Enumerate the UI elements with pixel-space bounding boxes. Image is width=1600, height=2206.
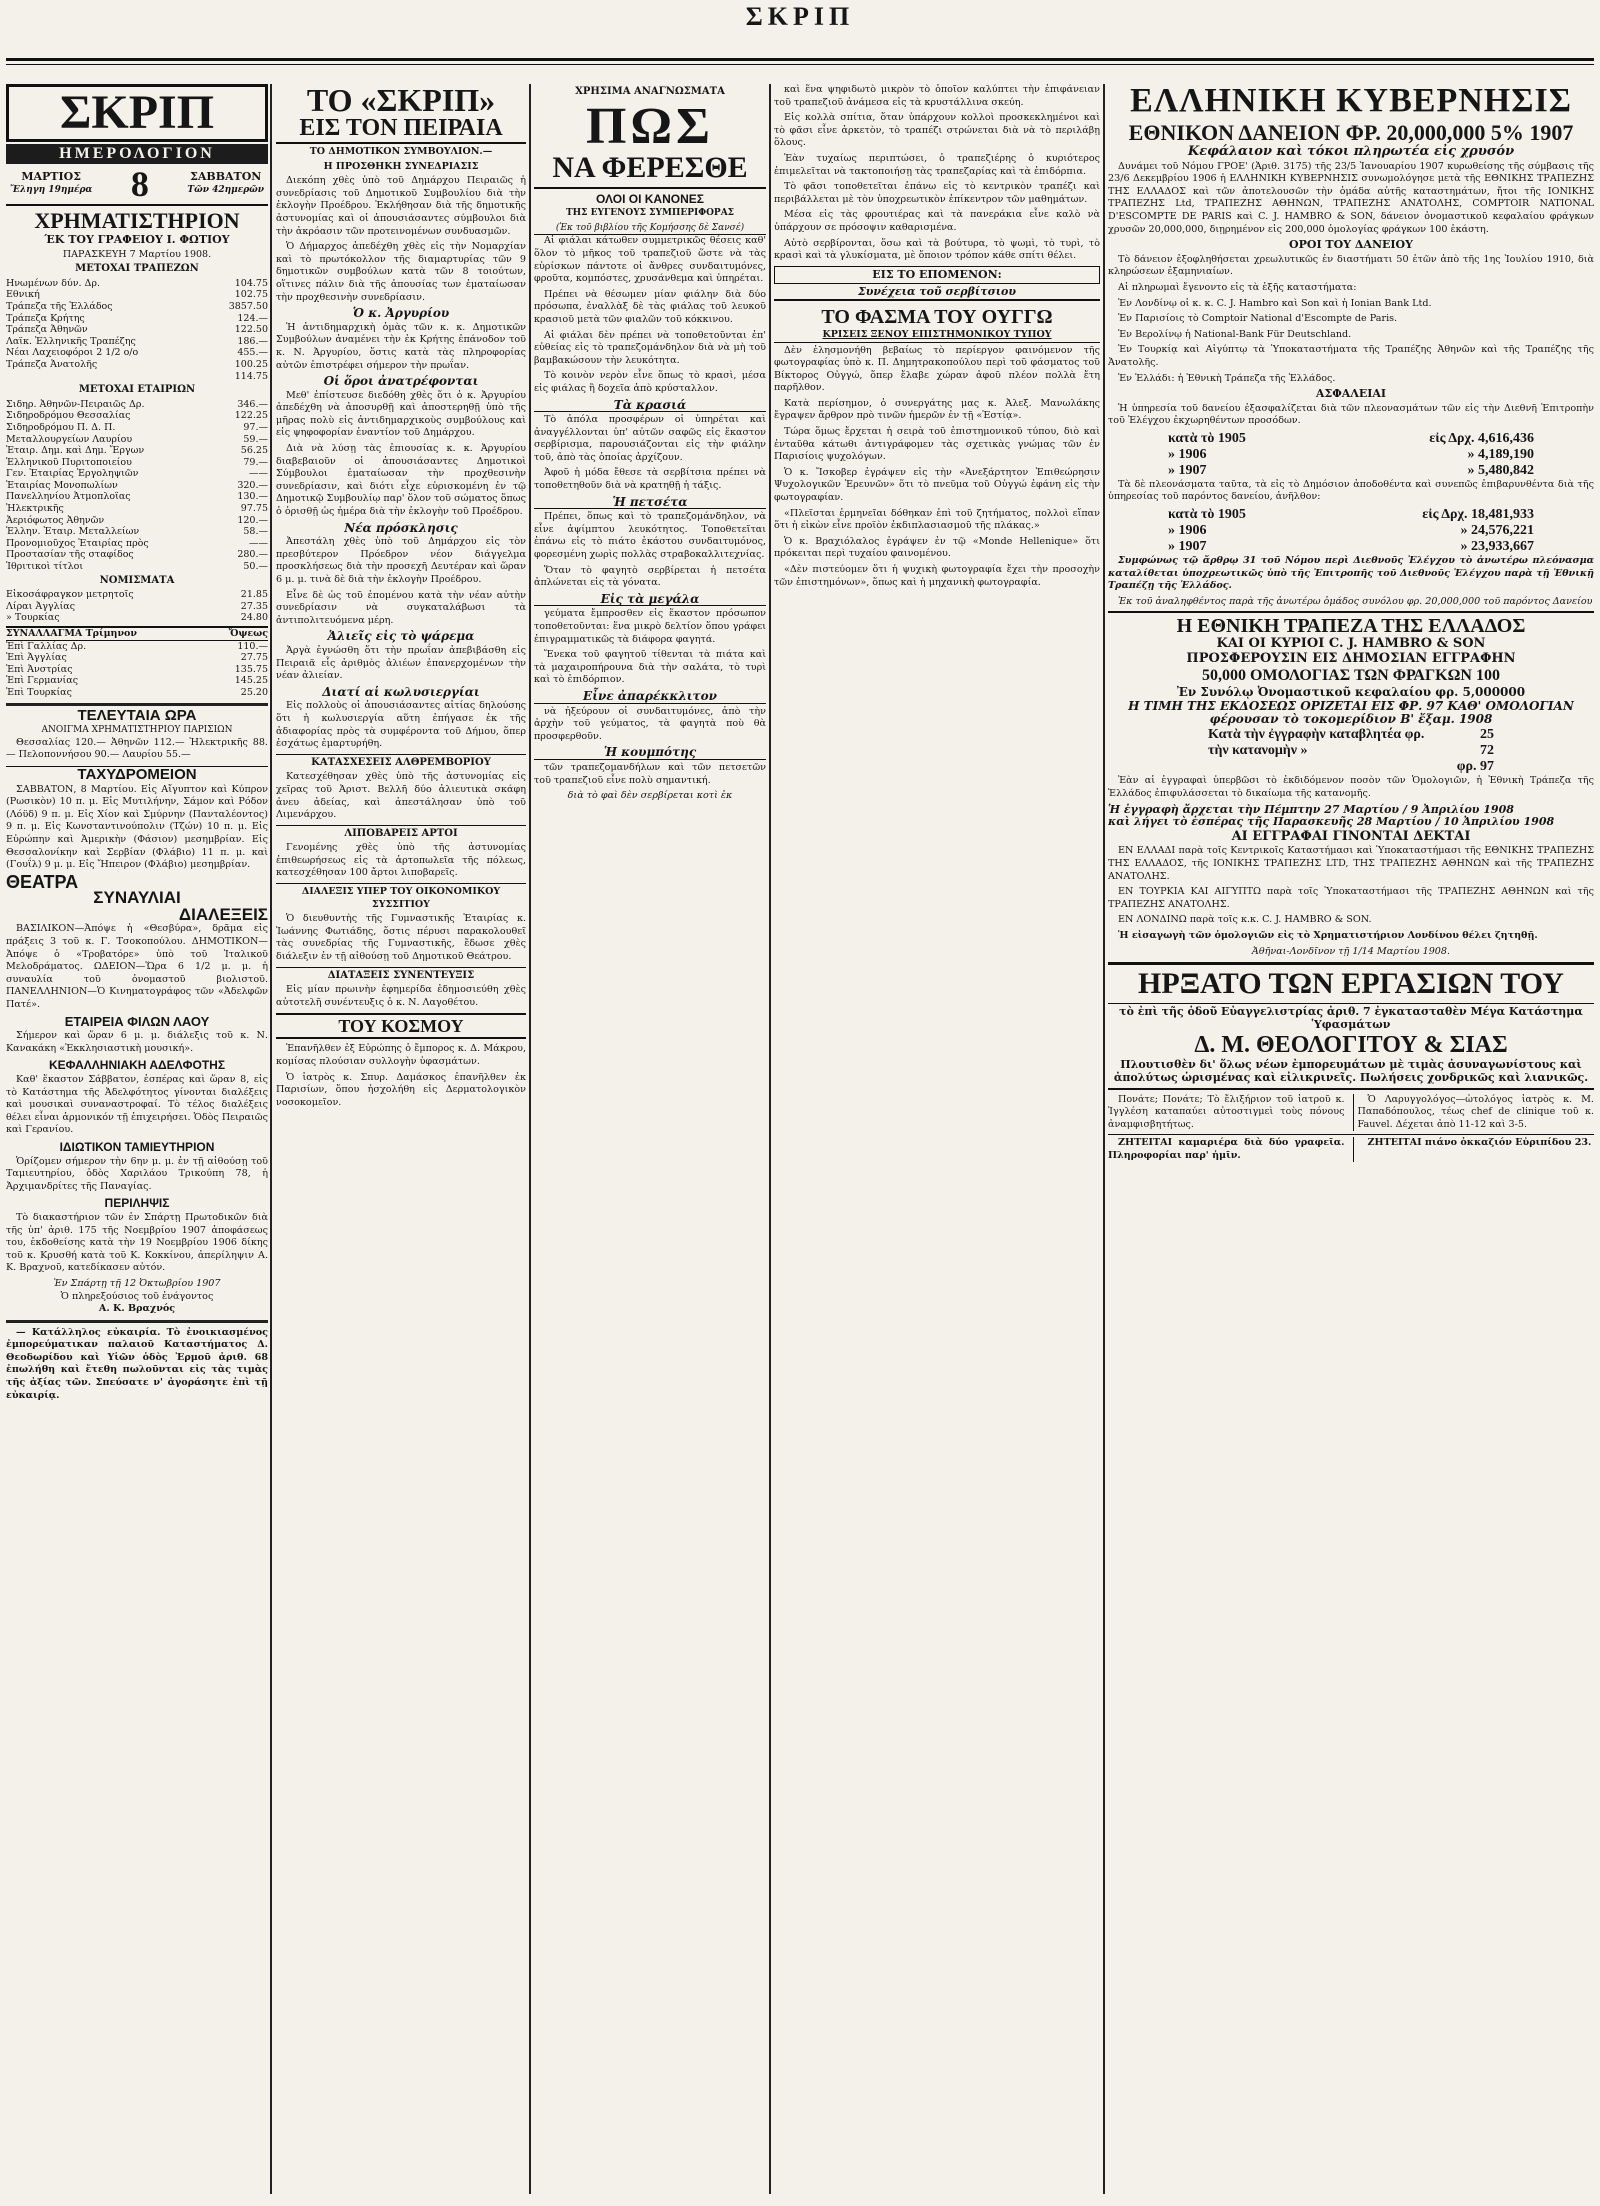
section-heading: Εἶνε ἀπαρέκκλιτον: [534, 690, 766, 704]
currency-row-value: 24.80: [240, 612, 268, 624]
payment-row: [1208, 759, 1494, 775]
section-heading: Οἱ ὅροι ἀνατρέφονται: [323, 374, 479, 389]
paragraph: Πρέπει νὰ θέσωμεν μίαν φιάλην διὰ δύο πρόσωπα, ἐναλλὰξ δὲ τὰς φιάλας τοῦ λευκοῦ κρασιοῦ μετὰ τῶν φιαλῶν τοῦ κόκκινου.: [534, 288, 766, 325]
section-heading: ΚΑΤΑΣΧΕΣΕΙΣ ΑΛΘΡΕΜΒΟΡΙΟΥ: [276, 754, 526, 770]
paragraph: Τὸ φᾶσι τοποθετεῖται ἐπάνω εἰς τὸ κεντρικὸν τραπέζι καὶ περιβάλλεται μὲ τὸν ὑποχρεωτικὸν ἐπίκεντρον τῶν μαθημάτων.: [774, 181, 1100, 205]
paragraph: Ὁ κ. Ἴσκοβερ ἐγράψεν εἰς τὴν «Ἀνεξάρτητον Ἐπιθεώρησιν Ψυχολογικῶν Ἐρευνῶν» ὅτι τὸ πνεῦμα τοῦ Οὐγγώ ἐφάνη εἰς τὴν φωτογραφίαν.: [774, 466, 1100, 504]
paragraph: «Δὲν πιστεύομεν ὅτι ἡ ψυχικὴ φωτογραφία ἔχει τὴν προσοχὴν τῶν ἐπιστημόνων», ὅπως καὶ ἡ μηχανικὴ φωτογραφία.: [774, 564, 1100, 588]
company-share-row: [6, 410, 268, 422]
section-heading: Ὁ κ. Ἀργυρίου: [352, 306, 450, 321]
post-office-text: ΣΑΒΒΑΤΟΝ, 8 Μαρτίου. Εἰς Αἴγυπτον καὶ Κύπρον (Ρωσικὸν) 10 π. μ. Εἰς Μυτιλήνην, Σάμον καὶ Ρόδον (Λόϋδ) 9 π. μ. Εἰς Χίον καὶ Σμύρνην (Πανταλέοντος) 9 π. μ. Εἰς Κωνσταντινούπολιν (Τζών) 10 π. μ. Εἰς Εὐρώπην καὶ Ἀμερικὴν (Φάσιον) μεσημβρίαν. Εἰς Θεσσαλονίκην καὶ Σερβίαν (Φλάβιο) 11 π. μ. καὶ (Γουΐλ) 9 μ. μ. Εἰς Ἤπειρον (Φλάβιο) μεσημβρίαν.: [6, 783, 268, 871]
article-title: ΤΟ ΦΑΣΜΑ ΤΟΥ ΟΥΓΓΩ: [821, 305, 1053, 328]
date-day: 8: [130, 164, 149, 204]
paragraph: Διεκόπη χθὲς ὑπὸ τοῦ Δημάρχου Πειραιῶς ἡ συνεδρίασις τοῦ Δημοτικοῦ Συμβουλίου διὰ τὴν ἐκλογὴν Προέδρου. Ἐκλήθησαν διὰ τῆς δημοτικῆς ἀστυνομίας καὶ οἱ ἀπουσιάσαντες σύμβουλοι διὰ τὴν ἀκρόασιν τῶν προτεινομένων συνδυασμῶν.: [276, 175, 526, 237]
paragraph: Τώρα ὅμως ἔρχεται ἡ σειρὰ τοῦ ἐπιστημονικοῦ τύπου, διὸ καὶ ἐνταῦθα κάτωθι ἀντιγράφομεν τὰς σχετικὰς γνώμας τῶν ἐν Παρισίοις ψυχολόγων.: [774, 426, 1100, 463]
article-subtitle: ΚΡΙΣΕΙΣ ΞΕΝΟΥ ΕΠΙΣΤΗΜΟΝΙΚΟΥ ΤΥΠΟΥ: [774, 329, 1100, 343]
company-share-row-label: Ἰθριτικοὶ τίτλοι: [6, 561, 84, 573]
paragraph: Ὅταν τὸ φαγητὸ σερβίρεται ἡ πετσέτα ἀπλώνεται εἰς τὰ γόνατα.: [534, 564, 766, 589]
paragraph: Ἡ ὑπηρεσία τοῦ δανείου ἐξασφαλίζεται διὰ τῶν πλεονασμάτων τῶν εἰς τὴν Διεθνῆ Ἐπιτροπὴν τοῦ Ἐλέγχου ἐκχωρηθέντων προσόδων.: [1108, 402, 1594, 427]
surplus-row-label: κατὰ τὸ 1905: [1168, 507, 1246, 523]
summons-title: ΠΕΡΙΛΗΨΙΣ: [104, 1196, 170, 1211]
exchange-rate-row: [6, 664, 268, 676]
paragraph: Ὁ ἰατρὸς κ. Σπυρ. Δαμάσκος ἐπανῆλθεν ἐκ Παρισίων, ὅπου ἠσχολήθη εἰς Δερματολογικὸν νοσοκομεῖον.: [276, 1071, 526, 1108]
company-share-row-value: 122.25: [234, 410, 268, 422]
payment-row-label: τὴν κατανομὴν »: [1208, 743, 1308, 759]
payment-row-value: 72: [1480, 743, 1494, 759]
bank-share-row: [6, 313, 268, 325]
calendar-title: ΗΜΕΡΟΛΟΓΙΟΝ: [6, 144, 268, 164]
surplus-row: [1168, 539, 1534, 555]
bank-shares-heading: ΜΕΤΟΧΑΙ ΤΡΑΠΕΖΩΝ: [75, 263, 199, 275]
surplus-row: [1168, 523, 1534, 539]
savings-title: ΙΔΙΩΤΙΚΟΝ ΤΑΜΙΕΥΤΗΡΙΟΝ: [59, 1139, 215, 1154]
paragraph: Εἰς πολλοὺς οἱ ἀπουσιάσαντες αἰτίας δηλούσης ὅτι ἡ κωλυσιεργία αὕτη ἐπήγασε ἐκ τῆς ἀδιαφορίας πρὸς τὰ συμφέροντα τοῦ Δήμου, ὅπερ ἐσχάτως ἐμαρτυρήθη.: [276, 700, 526, 750]
currency-heading: ΝΟΜΙΣΜΑΤΑ: [99, 574, 175, 586]
works-text: Πλουτισθὲν δι' ὅλως νέων ἐμπορευμάτων μὲ τιμὰς ἀσυναγωνίστους καὶ ἀπολύτως ὡρισμένας καὶ εἰλικρινεῖς. Πωλήσεις χονδρικῶς καὶ λιανικῶς.: [1108, 1059, 1594, 1089]
works-name: Δ. Μ. ΘΕΟΛΟΓΙΤΟΥ & ΣΙΑΣ: [1194, 1032, 1508, 1059]
bank-share-row: [6, 347, 268, 359]
exchange-office: ΈΚ ΤΟΥ ΓΡΑΦΕΙΟΥ Ι. ΦΩΤΙΟΥ: [44, 233, 230, 246]
exchange-rate-row: [6, 675, 268, 687]
bank-share-row-label: Λαϊκ. Ἑλληνικῆς Τραπέζης: [6, 335, 136, 347]
concerts-title: ΣΥΝΑΥΛΙΑΙ: [93, 888, 181, 908]
bank-offer-line: 50,000 ΟΜΟΛΟΓΙΑΣ ΤΩΝ ΦΡΑΓΚΩΝ 100: [1202, 666, 1500, 684]
payer-item: Ἐν Βερολίνῳ ἡ National-Bank Für Deutschland.: [1118, 328, 1352, 340]
masthead-title: ΣΚΡΙΠ: [745, 2, 855, 31]
payer-item: Ἐν Παρισίοις τὸ Comptoir National d'Escompte de Paris.: [1118, 313, 1398, 325]
loan-title: ΕΘΝΙΚΟΝ ΔΑΝΕΙΟΝ ΦΡ. 20,000,000 5% 1907: [1128, 120, 1574, 145]
surplus-row-label: » 1907: [1168, 539, 1207, 555]
currency-row-label: Λίραι Ἀγγλίας: [6, 600, 76, 612]
section-heading: Ἡ πετσέτα: [534, 496, 766, 510]
company-shares-list: [6, 399, 268, 573]
paragraph: Κατεσχέθησαν χθὲς ὑπὸ τῆς ἀστυνομίας εἰς χεῖρας τοῦ Ἀριστ. Βελλῆ δύο ἀλιευτικὰ σκάφη ἀνευ ἀδείας, καὶ ἀπεστάλησαν ὑπὸ τοῦ Λιμενάρχου.: [276, 771, 526, 821]
accepted-item: ΕΝ ΛΟΝΔΙΝΩ παρὰ τοῖς κ.κ. C. J. HAMBRO & SON.: [1118, 914, 1372, 926]
company-share-row: [6, 526, 268, 538]
exchange-rates-heading: ΣΥΝΑΛΛΑΓΜΑ Τρίμηνον: [6, 628, 137, 639]
bank-share-row-label: Εθνική: [6, 289, 40, 301]
bank-share-row-label: Τράπεζα Ἀνατολῆς: [6, 358, 98, 370]
bank-share-row: [6, 336, 268, 348]
loan-terms-heading: ΟΡΟΙ ΤΟΥ ΔΑΝΕΙΟΥ: [1289, 238, 1413, 252]
bank-offer-line: ΚΑΙ ΟΙ ΚΥΡΙΟΙ C. J. HAMBRO & SON: [1216, 636, 1486, 652]
bank-share-row: [6, 301, 268, 313]
paragraph: Τὸ κοινὸν νερὸν εἶνε ὅπως τὸ κρασὶ, μέσα εἰς φιάλας ἢ δοχεῖα ἀπὸ κρύσταλλον.: [534, 370, 766, 394]
next-issue-label: ΕΙΣ ΤΟ ΕΠΟΜΕΝΟΝ:: [774, 266, 1100, 285]
bank-share-row-label: Τράπεζα Κρήτης: [6, 312, 85, 324]
company-share-row-label: Ἑλληνικοῦ Πυριτοποιείου: [6, 456, 132, 468]
surplus-row-value: » 24,576,221: [1460, 523, 1534, 539]
summons-signature: Α. Κ. Βραχνός: [98, 1303, 176, 1315]
company-share-row-value: 79.—: [243, 456, 268, 468]
column-1: [6, 84, 268, 1405]
company-share-row-value: 97.—: [243, 421, 268, 433]
works-title: ΗΡΞΑΤΟ ΤΩΝ ΕΡΓΑΣΙΩΝ ΤΟΥ: [1108, 962, 1594, 1004]
small-ads-bottom: [1108, 1134, 1594, 1165]
accepted-item: ΕΝ ΕΛΛΑΔΙ παρὰ τοῖς Κεντρικοῖς Καταστήμασι καὶ Ὑποκαταστήμασι τῆς ΕΘΝΙΚΗΣ ΤΡΑΠΕΖΗΣ ΤΗΣ ΕΛΛΑΔΟΣ, τῆς ΙΟΝΙΚΗΣ ΤΡΑΠΕΖΗΣ LTD, ΤΗΣ ΤΡΑΠΕΖΗΣ ΑΘΗΝΩΝ καὶ τῆς ΤΡΑΠΕΖΗΣ ΑΝΑΤΟΛΗΣ.: [1108, 845, 1594, 882]
brotherhood-text: Καθ' ἕκαστον Σάββατον, ἑσπέρας καὶ ὥραν 8, εἰς τὸ Κατάστημα τῆς Ἀδελφότητος γίνονται διαλέξεις καὶ μουσικαὶ συναναστροφαί. Τὸ τέλος διαλέξεις θέλει εἶναι ἁρμονικόν τῇ ἐπιχειρήσει. Ὁδὸς Πειραιῶς καὶ Γερανίου.: [6, 1074, 268, 1136]
column-3: [534, 84, 766, 803]
lectures-title: ΔΙΑΛΕΞΕΙΣ: [178, 904, 268, 924]
company-share-row-value: 346.—: [237, 398, 268, 410]
surplus-row: [1168, 431, 1534, 447]
paragraph: Ἡ ἀντιδημαρχικὴ ὁμὰς τῶν κ. κ. Δημοτικῶν Συμβούλων ἀναμένει τὴν ἐκ Κρήτης ἐπάνοδον τοῦ κ. Ν. Ἀργυρίου, ὅστις κατὰ τὰς πληροφορίας αὐτῶν ἐπιστρέφει σήμερον τὴν πρωΐαν.: [276, 321, 526, 371]
company-share-row-value: 59.—: [243, 433, 268, 445]
article-subtitle: ΤΟ ΔΗΜΟΤΙΚΟΝ ΣΥΜΒΟΥΛΙΟΝ.—: [309, 146, 493, 157]
company-share-row: [6, 491, 268, 503]
exchange-rate-row-value: 110.—: [237, 640, 268, 652]
bank-offer-line: ΠΡΟΣΦΕΡΟΥΣΙΝ ΕΙΣ ΔΗΜΟΣΙΑΝ ΕΓΓΡΑΦΗΝ: [1186, 651, 1516, 667]
company-share-row: [6, 503, 268, 515]
paragraph: Τὰ δὲ πλεονάσματα ταῦτα, τὰ εἰς τὸ Δημόσιον ἀποδοθέντα καὶ συνεπῶς ἐπιβαρυνθέντα διὰ τῆς ὑπηρεσίας τοῦ παρόντος δανείου, ἀνῆλθον:: [1108, 478, 1594, 503]
paragraph: γεύματα ἔμπροσθεν εἰς ἕκαστον πρόσωπον τοποθετοῦνται: ἕνα μικρὸ δελτίον ὅπου γράφει ἐπιγραμματικῶς τὰ διάφορα φαγητά.: [534, 608, 766, 645]
continued-line: διὰ τὸ φαὶ δὲν σερβίρεται κοτὶ ἐκ: [567, 790, 733, 802]
paragraph: Ὁ διευθυντὴς τῆς Γυμναστικῆς Ἑταιρίας κ. Ἰωάννης Φωτιάδης, ὅστις πέρυσι παρακολουθεῖ τὰς συνεδρίας τῆς Γυμναστικῆς, ἔδωσε χθὲς διάλεξιν ἐν τῇ αἰθούσῃ τοῦ Δημοτικοῦ Θεάτρου.: [276, 913, 526, 963]
paragraph: Ἔνεκα τοῦ φαγητοῦ τίθενται τὰ πιάτα καὶ τὰ μαχαιροπήρουνα διὰ τὴν σαλάτα, τὸ τυρὶ καὶ τὸ ἐπιδόρπιον.: [534, 649, 766, 686]
small-ad: ΖΗΤΕΙΤΑΙ καμαριέρα διὰ δύο γραφεῖα. Πληροφορίαι παρ' ἡμῖν.: [1108, 1137, 1345, 1161]
exchange-date: ΠΑΡΑΣΚΕΥΗ 7 Μαρτίου 1908.: [62, 248, 212, 260]
exchange-title: ΧΡΗΜΑΤΙΣΤΗΡΙΟΝ: [34, 208, 240, 233]
payer-item: Ἐν Τουρκίᾳ καὶ Αἰγύπτῳ τὰ Ὑποκαταστήματα τῆς Τραπέζης Ἀθηνῶν καὶ τῆς Τραπέζης τῆς Ἀνατολῆς.: [1108, 344, 1594, 368]
payment-row: [1208, 727, 1494, 743]
bank-share-row-label: Νέαι Λαχειοφόροι 2 1/2 ο/ο: [6, 347, 139, 359]
company-share-row-label: Σιδηρ. Ἀθηνῶν-Πειραιῶς Δρ.: [6, 398, 145, 410]
paragraph: Ὁ κ. Βραχιόλαλος ἐγράψεν ἐν τῷ «Monde Hellenique» ὅτι πρόκειται περὶ τυχαίου φαινομένου.: [774, 535, 1100, 560]
payers-list: [1108, 298, 1594, 386]
currency-row: [6, 601, 268, 613]
currency-row-label: » Τουρκίας: [6, 612, 60, 624]
brotherhood-title: ΚΕΦΑΛΛΗΝΙΑΚΗ ΑΔΕΛΦΟΤΗΣ: [48, 1058, 226, 1073]
paragraph: καὶ ἕνα ψηφιδωτὸ μικρὸν τὸ ὁποῖον καλύπτει τὴν ἐπιφάνειαν τοῦ τραπεζιοῦ ἀνάμεσα εἰς τὰ κρυστάλλινα σκεύη.: [774, 84, 1100, 108]
company-share-row-value: 56.25: [240, 445, 268, 457]
company-share-row-label: Ἐταιρ. Δημ. καὶ Δημ. Ἔργων: [6, 445, 145, 457]
column-separator: [529, 84, 531, 2194]
paragraph: Κατὰ περίσημον, ὁ συνεργάτης μας κ. Ἀλεξ. Μανωλάκης ἔγραψεν ἄρθρον πρὸ τινῶν ἡμερῶν ἐν τῇ «Ἐστίᾳ».: [774, 397, 1100, 422]
surplus-row-label: » 1906: [1168, 446, 1207, 462]
company-share-row: [6, 515, 268, 527]
company-share-row-value: 130.—: [237, 491, 268, 503]
paragraph: Μεθ' ἐπίστευσε διεδόθη χθὲς ὅτι ὁ κ. Ἀργυρίου ἀπεδέχθη νὰ ἀποσυρθῇ καὶ ἀποστερηθῇ ὑπὸ τῆς μῆρας πολὺ εἰς ἀντιδημαρχικοὺς συμβούλους καὶ εἰς ψηφοφορίαν ἐναντίον τοῦ Δημάρχου.: [276, 389, 526, 439]
surplus-figures: [1108, 431, 1594, 479]
paragraph: Ἐκ τοῦ ἀναληφθέντος παρὰ τῆς ἀνωτέρω ὁμάδος συνόλου φρ. 20,000,000 τοῦ παρόντος Δανείου: [1118, 595, 1593, 607]
company-share-row-label: Ἀεριόφωτος Ἀθηνῶν: [6, 514, 105, 526]
paper-logo: ΣΚΡΙΠ: [6, 84, 268, 142]
surplus-row-value: εἰς Δρχ. 4,616,436: [1429, 430, 1534, 446]
exchange-rate-row-label: Ἐπὶ Γερμανίας: [6, 675, 79, 687]
surplus-row-value: » 5,480,842: [1467, 462, 1534, 478]
paragraph: τῶν τραπεζομανδήλων καὶ τῶν πετσετῶν τοῦ τραπεζιοῦ εἶνε πολὺ σημαντική.: [534, 761, 766, 786]
paragraph: Αἱ φιάλαι κάτωθεν συμμετρικῶς θέσεις καθ' ὅλον τὸ μῆκος τοῦ τραπεζιοῦ ὥστε νὰ τὰς εὑρίσκων πάντοτε οἱ ἄνθρες συνδαιτυμόνες, φροῦτα, κομπόστες, χρυσάνθεμα καὶ ὑπηρέται.: [534, 235, 766, 285]
payer-item: Ἐν Ἑλλάδι: ἡ Ἐθνικὴ Τράπεζα τῆς Ἑλλάδος.: [1118, 372, 1336, 384]
bank-share-row-value: 3857.50: [228, 300, 268, 312]
column-separator: [270, 84, 272, 2194]
post-office-title: ΤΑΧΥΔΡΟΜΕΙΟΝ: [6, 766, 268, 782]
article-source: (Ἐκ τοῦ βιβλίου τῆς Κομήσσης δὲ Σανσέ): [534, 222, 766, 236]
bank-share-row-value: 102.75: [234, 289, 268, 301]
surplus-row-value: » 4,189,190: [1467, 446, 1534, 462]
bank-offer-title: Η ΕΘΝΙΚΗ ΤΡΑΠΕΖΑ ΤΗΣ ΕΛΛΑΔΟΣ: [1108, 611, 1594, 636]
paragraph: Εἰς κολλὰ σπίτια, ὅταν ὑπάρχουν κολλοὶ προσκεκλημένοι καὶ τὸ φᾶσι εἶνε ἀρκετὸν, τὸ τραπέζι στρώνεται διὰ νὰ τὸ περιλάβῃ ὅλους.: [774, 112, 1100, 149]
bank-share-row-value: 104.75: [234, 277, 268, 289]
company-share-row-value: ——: [249, 537, 268, 549]
bank-share-row-value: 122.50: [234, 324, 268, 336]
section-heading: Διατί αἱ κωλυσιεργίαι: [322, 684, 480, 699]
paragraph: Δυνάμει τοῦ Νόμου ΓΡΟΕ' (Ἀριθ. 3175) τῆς 23/5 Ἰανουαρίου 1907 κυρωθείσης τῆς σύμβασις τῆς 23/6 Δεκεμβρίου 1906 ἡ ΕΛΛΗΝΙΚΗ ΚΥΒΕΡΝΗΣΙΣ συνωμολόγησε μετὰ τῆς ΕΘΝΙΚΗΣ ΤΡΑΠΕΖΗΣ ΤΗΣ ΕΛΛΑΔΟΣ καὶ τῶν ἀποτελουσῶν τὴν ὁμάδα αὐτῆς καταστημάτων, ἤτοι τῆς ΙΟΝΙΚΗΣ ΤΡΑΠΕΖΗΣ Ltd, ΤΡΑΠΕΖΗΣ ΑΘΗΝΩΝ, ΤΡΑΠΕΖΗΣ ΑΝΑΤΟΛΗΣ, COMPTOIR NATIONAL D'ESCOMPTE DE PARIS καὶ C. J. HAMBRO & SON, δάνειον ὀνομαστικοῦ κεφαλαίου φράγκων χρυσῶν 20,000,000, διῃρημένον εἰς 200,000 ὁμολογίας φράγκων 100 ἑκάστη.: [1108, 160, 1594, 235]
paragraph: Αὐτὸ σερβίρονται, ὅσω καὶ τὰ βούτυρα, τὸ ψωμὶ, τὸ τυρὶ, τὸ κρασὶ καὶ τὰ γλυκίσματα, μὲ ὅποιον τρόπον κάθε σπίτι θέλει.: [774, 237, 1100, 262]
surplus-row-value: εἰς Δρχ. 18,481,933: [1422, 507, 1534, 523]
bank-share-row: [6, 278, 268, 290]
company-share-row: [6, 480, 268, 492]
company-share-row-label: Σιδηροδρόμου Π. Δ. Π.: [6, 421, 116, 433]
bank-share-row-value: 455.—: [237, 347, 268, 359]
exchange-rate-row-label: Ἐπὶ Ἀγγλίας: [6, 652, 67, 664]
exchange-rate-row-value: 135.75: [234, 663, 268, 675]
company-share-row-value: 280.—: [237, 549, 268, 561]
company-share-row: [6, 538, 268, 550]
currency-row-value: 27.35: [240, 600, 268, 612]
surplus-row-label: κατὰ τὸ 1905: [1168, 430, 1246, 446]
savings-text: Ὁρίζομεν σήμερον τὴν 6ην μ. μ. ἐν τῇ αἰθούσῃ τοῦ Ταμιευτηρίου, ὁδὸς Χαριλάου Τρικούπη 78, ἡ Ἀρχιμανδρίτες τῆς Παναγίας.: [6, 1155, 268, 1192]
exchange-rate-row-value: 145.25: [234, 675, 268, 687]
date-sub-right: Τῶν 42ημερῶν: [187, 185, 264, 195]
paragraph: Εἰς μίαν πρωινὴν ἐφημερίδα ἐδημοσιεύθη χθὲς αὐτοτελῆ συνέντευξις ὁ κ. Ν. Λαγοθέτου.: [276, 984, 526, 1008]
paragraph: Ὁ Δήμαρχος ἀπεδέχθη χθὲς εἰς τὴν Νομαρχίαν καὶ τὸ πρωτόκολλον τῆς διαμαρτυρίας τῶν 9 δημοτικῶν συμβούλων κατὰ τῶν 8 τοιούτων, οἵτινες πάλιν διὰ τῆς ἀπουσίας των ἐματαίωσαν τὴν προχθεσινὴν συνεδρίασιν.: [276, 241, 526, 303]
small-ads: [1108, 1094, 1594, 1135]
exchange-rate-row: [6, 687, 268, 699]
bank-share-row: [6, 324, 268, 336]
section-heading: ΛΙΠΟΒΑΡΕΙΣ ΑΡΤΟΙ: [276, 825, 526, 841]
company-share-row: [6, 468, 268, 480]
company-share-row-value: 320.—: [237, 479, 268, 491]
accepted-heading: ΑΙ ΕΓΓΡΑΦΑΙ ΓΙΝΟΝΤΑΙ ΔΕΚΤΑΙ: [1231, 828, 1471, 844]
summons-place: Ἐν Σπάρτῃ τῇ 12 Ὀκτωβρίου 1907: [53, 1277, 221, 1289]
bank-share-row-label: Τράπεζα Ἀθηνῶν: [6, 324, 88, 336]
surplus-row-label: » 1906: [1168, 523, 1207, 539]
payment-row-value: 25: [1480, 727, 1494, 743]
date-weekday: ΣΑΒΒΑΤΟΝ: [190, 170, 262, 184]
date-month: ΜΑΡΤΙΟΣ: [21, 170, 82, 184]
paragraph: Ἀφοῦ ἡ μόδα ἔθεσε τὰ σερβίτσια πρέπει νὰ τοποθετηθοῦν διὰ νὰ κρατηθῇ ἡ τάξις.: [534, 467, 766, 492]
last-hour-title: ΤΕΛΕΥΤΑΙΑ ΩΡΑ: [77, 706, 197, 724]
last-hour-subtitle: ΑΝΟΙΓΜΑ ΧΡΗΜΑΤΙΣΤΗΡΙΟΥ ΠΑΡΙΣΙΩΝ: [41, 725, 233, 736]
summons-role: Ὁ πληρεξούσιος τοῦ ἐνάγοντος: [60, 1290, 214, 1302]
last-hour-text: Θεσσαλίας 120.— Ἀθηνῶν 112.— Ἠλεκτρικῆς 88.— Πελοποννήσου 90.— Λαυρίου 55.—: [6, 736, 268, 761]
works-subtitle: τὸ ἐπὶ τῆς ὁδοῦ Εὐαγγελιστρίας ἀριθ. 7 ἐγκατασταθὲν Μέγα Κατάστημα Ὑφασμάτων: [1119, 1005, 1583, 1031]
company-share-row: [6, 457, 268, 469]
company-share-row-label: Σιδηροδρόμου Θεσσαλίας: [6, 410, 131, 422]
article-subtitle-2: Η ΠΡΟΣΘΗΚΗ ΣΥΝΕΔΡΙΑΣΙΣ: [323, 160, 479, 172]
small-ad: Πονάτε; Πονάτε; Τὸ ἔλιξήριον τοῦ ἰατροῦ κ. Ἰγγλέση καταπαύει αὐτοστιγμεὶ τοὺς πόνους ἀναμφισβητήτως.: [1108, 1093, 1345, 1130]
section-heading: ΔΙΑΛΕΞΙΣ ΥΠΕΡ ΤΟΥ ΟΙΚΟΝΟΜΙΚΟΥ ΣΥΣΣΙΤΙΟΥ: [276, 883, 526, 911]
paragraph: νὰ ἠξεύρουν οἱ συνδαιτυμόνες, ἀπὸ τὴν ἀρχὴν τοῦ γεύματος, τὰ φαγητὰ ποὺ θὰ προσφερθοῦν.: [534, 705, 766, 742]
masthead-rule-thin: [6, 64, 1594, 65]
payment-schedule: [1108, 727, 1594, 775]
column-4: [774, 84, 1100, 592]
payer-item: Ἐν Λονδίνῳ οἱ κ. κ. C. J. Hambro καὶ Son καὶ ἡ Ionian Bank Ltd.: [1118, 297, 1432, 309]
summons-text: Τὸ διακαστήριον τῶν ἐν Σπάρτῃ Πρωτοδικῶν διὰ τῆς ὑπ' ἀριθ. 175 τῆς Νοεμβρίου 1907 ἀποφάσεως του, ἐκδοθείσης κατὰ τὴν 19 Νοεμβρίου 1906 δίκης τοῦ κ. Κρυσθή κατὰ τοῦ Κ. Κοκκίνου, ἀπερίληψιν Α. Κ. Βραχνοῦ, κατεδίκασεν αὐτόν.: [6, 1211, 268, 1274]
paragraph: Ἐπανῆλθεν ἐξ Εὐρώπης ὁ ἔμπορος κ. Δ. Μάκρου, κομίσας πλούσιαν συλλογὴν ὑφασμάτων.: [276, 1043, 526, 1067]
masthead-rule: [6, 58, 1594, 61]
paragraph: Δὲν ἐλησμονήθη βεβαίως τὸ περίεργον φαινόμενον τῆς φωτογραφίας ὑπὸ κ. Π. Δημητρακοπούλου περὶ τοῦ φάσματος τοῦ Βίκτορος Οὐγγώ, ὅπερ ἔλαβε χώραν ἀφοῦ πλέον πολλὰ ἔτη παρῆλθον.: [774, 344, 1100, 394]
company-share-row-label: Ἑλλην. Ἐταιρ. Μεταλλείων: [6, 526, 140, 538]
section-heading: Νέα πρόσκλησις: [344, 520, 458, 535]
article-subtitle-2: ΤΗΣ ΕΥΓΕΝΟΥΣ ΣΥΜΠΕΡΙΦΟΡΑΣ: [565, 208, 735, 219]
currency-row: [6, 612, 268, 624]
section-heading: Τὰ κρασιά: [534, 399, 766, 413]
exchange-rate-row-value: 27.75: [240, 652, 268, 664]
paragraph: «Πλεῖσται ἐρμηνεῖαι δόθηκαν ἐπὶ τοῦ ζητήματος, πολλοὶ εἴπαν ὅτι ἡ εἰκὼν εἶνε προϊὸν ἐκδιπλασιασμοῦ τῆς πλάκας.»: [774, 507, 1100, 532]
paragraph: Τὸ δάνειον ἐξοφληθήσεται χρεωλυτικῶς ἐν διαστήματι 50 ἐτῶν ἀπὸ τῆς 1ης Ἰουλίου 1910, διὰ κληρώσεων ἐξαμηνιαίων.: [1108, 253, 1594, 278]
article-kicker: ΧΡΗΣΙΜΑ ΑΝΑΓΝΩΣΜΑΤΑ: [575, 86, 725, 97]
bank-share-row-label: Ηνωμένων δύν. Δρ.: [6, 277, 100, 289]
paragraph: Μέσα εἰς τὰς φρουτιέρας καὶ τὰ πανεράκια εἶνε καλὸ νὰ ὑπάρχουν σε πρόσοψιν καθαρισμένα.: [774, 209, 1100, 233]
article-subtitle: ΟΛΟΙ ΟΙ ΚΑΝΟΝΕΣ: [596, 191, 704, 206]
currency-row: [6, 589, 268, 601]
company-share-row-label: Γεν. Ἐταιρίας Ἐργοληψιῶν: [6, 468, 139, 480]
surplus-row: [1168, 463, 1534, 479]
bank-share-row: [6, 371, 268, 383]
bank-shares-list: [6, 278, 268, 382]
bank-offer-line: Η ΤΙΜΗ ΤΗΣ ΕΚΔΟΣΕΩΣ ΟΡΙΖΕΤΑΙ ΕΙΣ ΦΡ. 97 ΚΑΘ' ΟΜΟΛΟΓΙΑΝ φέρουσαν τὸ τοκομερίδιον Β' ἔξαμ. 1908: [1128, 699, 1574, 726]
bank-share-row-value: 114.75: [234, 370, 268, 382]
paragraph: Ἡ εἰσαγωγὴ τῶν ὁμολογιῶν εἰς τὸ Χρηματιστήριον Λονδίνου θέλει ζητηθῇ.: [1118, 929, 1538, 941]
section-heading: ΔΙΑΤΑΞΕΙΣ ΣΥΝΕΝΤΕΥΞΙΣ: [276, 967, 526, 983]
small-ad: ΖΗΤΕΙΤΑΙ πιάνο ὀκκαζιόν Εὐριπίδου 23.: [1353, 1137, 1595, 1162]
paragraph: Ἐὰν αἱ ἐγγραφαὶ ὑπερβῶσι τὸ ἐκδιδόμενον ποσὸν τῶν Ὁμολογιῶν, ἡ Ἐθνικὴ Τράπεζα τῆς Ἑλλάδος ἐπιφυλάσσεται τὸ δικαίωμα τῆς κατανομῆς.: [1108, 775, 1594, 799]
paragraph: Τὸ ἀπόλα προσφέρων οἱ ὑπηρέται καὶ ἀναγγέλλονται ὑπ' αὐτῶν σαφῶς εἰς ἕκαστον σερβίρισμα, παρουσιάζονται εἰς τὴν φιάλην τοῦ, ἀπὸ τὰς ὁποίας ἀρχίζουν.: [534, 414, 766, 463]
paragraph: Ἀργὰ ἐγνώσθη ὅτι τὴν πρωΐαν ἀπεβιβάσθη εἰς Πειραιᾶ εἷς ἀριθμὸς ἀλιέων ἐπανερχομένων τὴν νέαν ἀλιείαν.: [276, 644, 526, 682]
paragraph: Εἶνε δὲ ὡς τοῦ ἐπομένου κατὰ τὴν νέαν αὐτὴν συνεδρίασιν νὰ συγκαταλάβωσι τὰ ἀντιπολιτευόμενα μέρη.: [276, 589, 526, 626]
surplus-row-label: » 1907: [1168, 462, 1207, 478]
exchange-rate-row-value: 25.20: [240, 686, 268, 698]
exchange-rate-row-label: Ἐπὶ Ἀνστρίας: [6, 663, 73, 675]
dated-line: Ἀθῆναι-Λονδῖνον τῇ 1/14 Μαρτίου 1908.: [1251, 945, 1451, 957]
exchange-rates-list: [6, 641, 268, 699]
society-title: ΕΤΑΙΡΕΙΑ ΦΙΛΩΝ ΛΑΟΥ: [64, 1013, 210, 1029]
payment-row: [1208, 743, 1494, 759]
company-share-row-label: Πανελληνίου Ἀτμοπλοΐας: [6, 491, 131, 503]
venues-text: ΒΑΣΙΛΙΚΟΝ—Ἀπόψε ἡ «Θεσβύρα», δρᾶμα εἰς πράξεις 3 τοῦ κ. Γ. Τσοκοπούλου. ΔΗΜΟΤΙΚΟΝ—Ἀπόψε ὁ «Τροβατόρε» ὑπὸ τοῦ Ἰταλικοῦ Μελοδράματος. ΩΔΕΙΟΝ—Ὥρα 6 1/2 μ. μ. ἡ συναυλία τοῦ ὀνομαστοῦ βιολιστοῦ. ΠΑΝΕΛΛΗΝΙΟΝ—Ὁ Κινηματογράφος τῶν «Ἀδελφῶν Πατέ».: [6, 923, 268, 1011]
company-share-row-label: Ἐταιρίας Μονοπωλίων: [6, 479, 118, 491]
company-share-row-value: 50.—: [243, 561, 268, 573]
article-title-2: ΝΑ ΦΕΡΕΣΘΕ: [534, 153, 766, 189]
surplus-row: [1168, 447, 1534, 463]
government-title: ΕΛΛΗΝΙΚΗ ΚΥΒΕΡΝΗΣΙΣ: [1130, 84, 1572, 119]
masthead: [0, 0, 1600, 80]
exchange-rate-row: [6, 641, 268, 653]
column-separator: [1103, 84, 1105, 2194]
subscription-start: Ἡ ἐγγραφὴ ἄρχεται τὴν Πέμπτην 27 Μαρτίου / 9 Ἀπριλίου 1908: [1108, 802, 1514, 816]
surplus-row: [1168, 507, 1534, 523]
company-share-row: [6, 549, 268, 561]
company-share-row-label: Προστασίαν τῆς σταφίδος: [6, 549, 134, 561]
subscription-end: καὶ λήγει τὸ ἑσπέρας τῆς Παρασκευῆς 28 Μαρτίου / 10 Ἀπριλίου 1908: [1108, 815, 1555, 829]
company-share-row-value: 120.—: [237, 514, 268, 526]
security-heading: ΑΣΦΑΛΕΙΑΙ: [1315, 387, 1387, 401]
company-share-row-label: Μεταλλουργείων Λαυρίου: [6, 433, 133, 445]
exchange-rate-row: [6, 652, 268, 664]
currency-row-value: 21.85: [240, 589, 268, 601]
accepted-list: [1108, 845, 1594, 927]
column-5: [1108, 84, 1594, 1165]
bank-share-row-value: 186.—: [237, 335, 268, 347]
company-share-row: [6, 399, 268, 411]
article-title-2: ΕΙΣ ΤΟΝ ΠΕΙΡΑΙΑ: [276, 116, 526, 144]
paragraph: Αἱ φιάλαι δὲν πρέπει νὰ τοποθετοῦνται ἐπ' εὐθείας εἰς τὸ τραπεζομάνδηλον διὰ νὰ μὴ τοῦ βαμβακώσουν τὴν λευκότητα.: [534, 329, 766, 366]
payment-row-value: φρ. 97: [1456, 759, 1494, 775]
company-share-row: [6, 434, 268, 446]
society-news-title: ΤΟΥ ΚΟΣΜΟΥ: [276, 1013, 526, 1039]
company-share-row-value: 97.75: [240, 503, 268, 515]
bank-share-row-value: 100.25: [234, 358, 268, 370]
company-share-row-value: 58.—: [243, 526, 268, 538]
currency-row-label: Εἰκοσάφραγκον μετρητοῖς: [6, 589, 134, 601]
exchange-rate-row-label: Ἐπὶ Γαλλίας Δρ.: [6, 640, 87, 652]
company-share-row-label: Ἠλεκτρικῆς: [6, 503, 64, 515]
section-heading: Ἁλιεῖς εἰς τὸ ψάρεμα: [327, 629, 475, 644]
next-issue-topic: Συνέχεια τοῦ σερβίτσιου: [774, 286, 1100, 301]
exchange-rates-header: [6, 626, 268, 641]
surplus-figures-2: [1108, 507, 1594, 555]
bank-share-row: [6, 359, 268, 371]
paragraph: Γενομένης χθὲς ὑπὸ τῆς ἀστυνομίας ἐπιθεωρήσεως εἰς τὰ ἀρτοπωλεῖα τῆς πόλεως, κατεσχέθησαν 100 ἄρτοι λιποβαρεῖς.: [276, 842, 526, 879]
sale-advert: — Κατάλληλος εὐκαιρία. Τὸ ἐνοικιασμένος ἐμπορεύματικαν παλαιοῦ Καταστήματος Δ. Θεοδωρίδου καὶ Υἱῶν ὁδὸς Ἐρμοῦ ἀριθ. 68 ἐπωλήθη καὶ ἔτεθη πωλοῦνται εἰς τὰς τιμὰς τῆς ἀξίας τῶν. Σπεύσατε ν' ἀγοράσητε ἐπὶ τῇ εὐκαιρίᾳ.: [6, 1326, 268, 1401]
company-share-row: [6, 561, 268, 573]
bank-share-row-label: Τράπεζα τῆς Ἑλλάδος: [6, 300, 113, 312]
bank-share-row: [6, 289, 268, 301]
paragraph: Αἱ πληρωμαὶ ἔγενοντο εἰς τὰ ἑξῆς καταστήματα:: [1118, 281, 1357, 293]
paragraph: Ἐὰν τυχαίως περιπτώσει, ὁ τραπεζιέρης ὁ κυριότερος ἐπιμελεῖται νὰ τακτοποιήσῃ τὰς τραπεζαρίας καὶ τὰ ἐπιδόρπια.: [774, 152, 1100, 177]
accepted-item: ΕΝ ΤΟΥΡΚΙΑ ΚΑΙ ΑΙΓΥΠΤΩ παρὰ τοῖς Ὑποκαταστήμασι τῆς ΤΡΑΠΕΖΗΣ ΑΘΗΝΩΝ καὶ τῆς ΤΡΑΠΕΖΗΣ ΑΝΑΤΟΛΗΣ.: [1108, 886, 1594, 910]
company-share-row: [6, 445, 268, 457]
paragraph: Διὰ νὰ λύσῃ τὰς ἐπιουσίας κ. κ. Ἀργυρίου διαβεβαιοῦν οἱ ἀπουσιάσαντες Δημοτικοὶ Σύμβουλοι ἐματαίωσαν τὴν προχθεσινὴν συνεδρίασιν, καὶ διότι εἶχε εὑρισκομένη ἐν τῷ Δημοτικῷ Συμβουλίῳ παρ' ὅλον τοῦ σώματος ὅπως ὁ ὁρισθῇ ὡς ἡμέρα διὰ τὴν ἐκλογὴν τοῦ Προέδρου.: [276, 443, 526, 518]
loan-subtitle: Κεφάλαιον καὶ τόκοι πληρωτέα εἰς χρυσόν: [1187, 144, 1515, 159]
bank-offer-line: Ἐν Συνόλῳ Ὀνομαστικοῦ κεφαλαίου φρ. 5,000000: [1176, 684, 1526, 699]
article-title: ΤΟ «ΣΚΡΙΠ»: [306, 84, 496, 118]
bank-share-row-value: 124.—: [237, 312, 268, 324]
currency-list: [6, 589, 268, 624]
date-box: [6, 164, 268, 206]
society-text: Σήμερον καὶ ὥραν 6 μ. μ. διάλεξις τοῦ κ. Ν. Κανακάκη «Ἐκκλησιαστικὴ μουσική».: [6, 1030, 268, 1054]
exchange-rates-sight: Ὄψεως: [228, 628, 268, 639]
paragraph: Πρέπει, ὅπως καὶ τὸ τραπεζομάνδηλον, νὰ εἶνε ἀψίμπτου λευκότητος. Τοποθετεῖται ἐπάνω εἰς τὸ πιάτο ἑκάστου συνδαιτυμόνος, φορεσμένη χωρὶς πολλὰς στραβοκαλλιτεχνίας.: [534, 511, 766, 561]
paragraph: Συμφώνως τῷ ἄρθρῳ 31 τοῦ Νόμου περὶ Διεθνοῦς Ἐλέγχου τὸ ἀνωτέρω πλεόνασμα καταλίθεται ὑποχρεωτικῶς ὑπὸ τῆς Ἐπιτροπῆς τοῦ Διεθνοῦς Ἐλέγχου παρὰ τῇ Ἐθνικῇ Τραπέζῃ τῆς Ἑλλάδος.: [1108, 555, 1594, 592]
small-ad: Ὁ Λαρυγγολόγος—ὠτολόγος ἰατρὸς κ. Μ. Παπαδόπουλος, τέως chef de clinique τοῦ κ. Fauvel. Δέχεται ἀπὸ 11-12 καὶ 3-5.: [1353, 1094, 1595, 1132]
company-shares-heading: ΜΕΤΟΧΑΙ ΕΤΑΙΡΙΩΝ: [78, 384, 196, 396]
column-2: [276, 84, 526, 1112]
payment-row-label: Κατὰ τὴν ἐγγραφὴν καταβλητέα φρ.: [1208, 727, 1425, 743]
paragraph: Ἀπεστάλη χθὲς ὑπὸ τοῦ Δημάρχου εἰς τὸν πρεσβύτερον Πρόεδρον νέον διάγγελμα προσκλήσεως διὰ τὴν προσεχῆ Δευτέραν καὶ ὥραν 6 μ. μ. τινὰ δὲ διὰ τὴν ἐκλογὴν Προέδρου.: [276, 536, 526, 585]
theater-title: ΘΕΑΤΡΑ: [6, 871, 79, 892]
surplus-row-value: » 23,933,667: [1460, 539, 1534, 555]
section-heading: Εἰς τὰ μεγάλα: [534, 593, 766, 607]
exchange-rate-row-label: Ἐπὶ Τουρκίας: [6, 686, 72, 698]
article-title: ΠΩΣ: [585, 97, 715, 155]
section-heading: Ἡ κουμπότης: [534, 746, 766, 760]
company-share-row-label: Προνομιοῦχος Ἐταιρίας πρὸς: [6, 537, 149, 549]
company-share-row-value: ——: [249, 468, 268, 480]
company-share-row: [6, 422, 268, 434]
column-separator: [769, 84, 771, 2194]
date-sub-left: Ἔληγη 19ημέρα: [10, 185, 93, 195]
